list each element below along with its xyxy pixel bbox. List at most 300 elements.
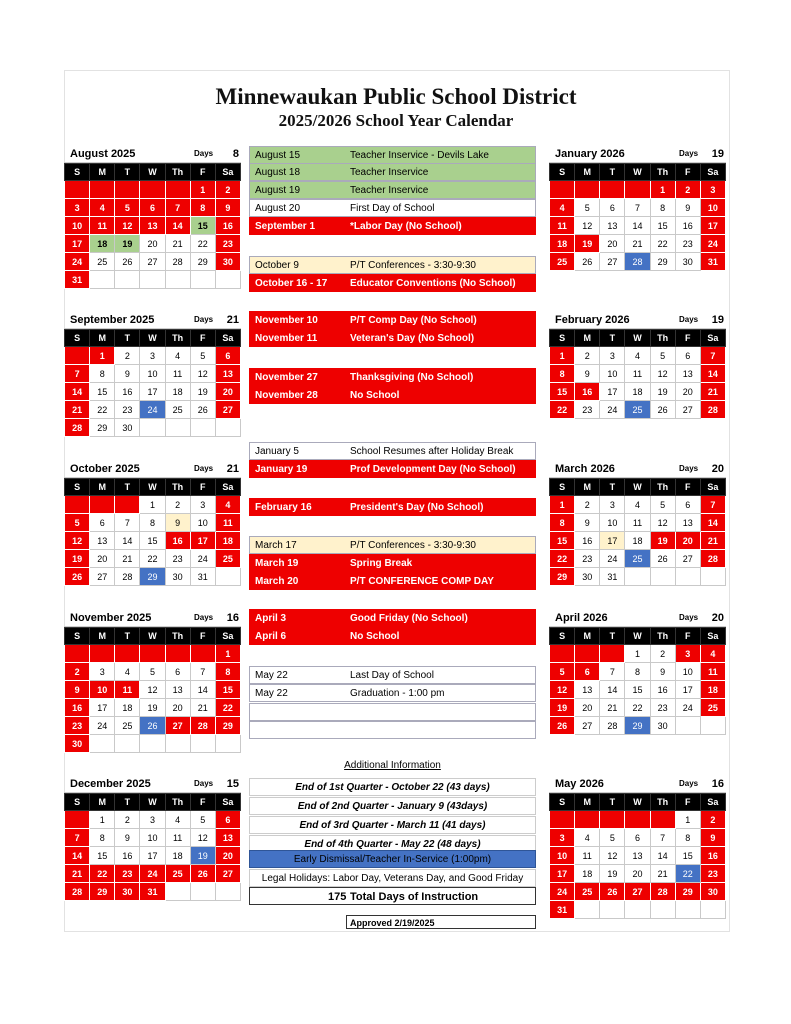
day-cell: 21 [600,699,625,717]
days-count: 15 [226,778,239,790]
day-cell: 17 [600,383,625,401]
day-cell: 11 [575,847,600,865]
day-cell: 8 [650,199,675,217]
day-cell: 3 [140,811,165,829]
weekday-header: M [90,479,115,496]
days-label: Days [194,149,214,158]
empty-cell [215,735,240,753]
weekday-header: M [575,479,600,496]
day-cell: 3 [600,347,625,365]
calendar-september-2025 [64,313,241,437]
day-cell: 26 [575,253,600,271]
weekday-header: S [550,164,575,181]
day-cell: 8 [625,663,650,681]
day-cell: 8 [550,365,575,383]
day-cell: 8 [550,514,575,532]
day-cell: 24 [675,699,700,717]
day-cell: 15 [550,532,575,550]
day-cell: 14 [65,847,90,865]
event-row: August 15 Teacher Inservice - Devils Lake [249,146,536,164]
day-cell: 5 [600,829,625,847]
day-cell: 8 [190,199,215,217]
day-cell: 19 [650,532,675,550]
weekday-header: Sa [700,794,725,811]
empty-cell [215,419,240,437]
event-row: March 19 Spring Break [249,554,536,572]
month-name: May 2026 [555,778,604,790]
day-cell: 9 [675,199,700,217]
day-cell: 29 [90,883,115,901]
day-cell: 24 [600,401,625,419]
empty-cell [675,901,700,919]
weekday-header: Sa [215,479,240,496]
event-row: October 9 P/T Conferences - 3:30-9:30 [249,256,536,274]
weekday-header: Th [650,330,675,347]
day-cell: 17 [700,217,725,235]
day-cell: 6 [215,347,240,365]
day-cell: 5 [115,199,140,217]
day-cell: 19 [600,865,625,883]
empty-cell [215,568,240,586]
weekday-header: S [65,164,90,181]
day-cell: 6 [600,199,625,217]
day-cell: 20 [140,235,165,253]
day-cell: 31 [65,271,90,289]
day-cell: 4 [115,663,140,681]
weekday-header: W [625,794,650,811]
day-cell: 27 [600,253,625,271]
day-cell: 19 [575,235,600,253]
day-cell: 29 [650,253,675,271]
empty-cell [600,645,625,663]
day-cell: 21 [700,383,725,401]
day-cell: 7 [65,829,90,847]
weekday-header: S [550,330,575,347]
day-cell: 13 [165,681,190,699]
weekday-header: F [675,628,700,645]
day-cell: 6 [625,829,650,847]
weekday-header: M [90,628,115,645]
day-cell: 12 [550,681,575,699]
day-cell: 20 [600,235,625,253]
month-grid [64,478,241,586]
day-cell: 12 [115,217,140,235]
day-cell: 4 [625,496,650,514]
empty-cell [165,271,190,289]
month-header [64,777,241,793]
days-label: Days [194,315,214,324]
month-name: April 2026 [555,612,608,624]
weekday-header: M [575,628,600,645]
day-cell: 17 [190,532,215,550]
weekday-header: T [600,628,625,645]
empty-cell [65,645,90,663]
weekday-header: W [625,479,650,496]
day-cell: 22 [675,865,700,883]
day-cell: 13 [215,829,240,847]
event-row: August 20 First Day of School [249,199,536,217]
weekday-header: W [140,164,165,181]
day-cell: 14 [625,217,650,235]
day-cell: 30 [650,717,675,735]
month-name: October 2025 [70,463,140,475]
day-cell: 26 [115,253,140,271]
page-title: Minnewaukan Public School District [215,84,577,109]
day-cell: 25 [575,883,600,901]
month-name: September 2025 [70,314,155,326]
empty-cell [190,419,215,437]
days-count: 19 [711,314,724,326]
empty-cell [115,496,140,514]
day-cell: 15 [675,847,700,865]
day-cell: 25 [550,253,575,271]
day-cell: 16 [115,383,140,401]
day-cell: 1 [90,347,115,365]
day-cell: 29 [190,253,215,271]
day-cell: 8 [90,829,115,847]
day-cell: 25 [625,401,650,419]
day-cell: 16 [700,847,725,865]
empty-cell [165,181,190,199]
day-cell: 21 [65,401,90,419]
day-cell: 17 [600,532,625,550]
weekday-header: F [675,164,700,181]
day-cell: 21 [625,235,650,253]
day-cell: 4 [165,811,190,829]
day-cell: 5 [650,347,675,365]
day-cell: 10 [600,365,625,383]
day-cell: 18 [115,699,140,717]
day-cell: 20 [675,383,700,401]
month-grid [64,627,241,753]
empty-cell [165,883,190,901]
day-cell: 8 [140,514,165,532]
day-cell: 14 [650,847,675,865]
day-cell: 2 [65,663,90,681]
event-row: April 6 No School [249,627,536,645]
day-cell: 23 [675,235,700,253]
day-cell: 3 [190,496,215,514]
day-cell: 27 [575,717,600,735]
weekday-header: F [675,479,700,496]
empty-cell [575,901,600,919]
day-cell: 20 [165,699,190,717]
day-cell: 26 [190,401,215,419]
day-cell: 27 [675,401,700,419]
weekday-header: T [600,330,625,347]
days-count: 19 [711,148,724,160]
day-cell: 7 [165,199,190,217]
day-cell: 8 [90,365,115,383]
day-cell: 31 [700,253,725,271]
day-cell: 28 [115,568,140,586]
day-cell: 23 [575,401,600,419]
day-cell: 4 [90,199,115,217]
weekday-header: Th [650,164,675,181]
weekday-header: Th [650,628,675,645]
day-cell: 19 [115,235,140,253]
day-cell: 21 [700,532,725,550]
weekday-header: T [115,794,140,811]
day-cell: 15 [140,532,165,550]
weekday-header: W [140,628,165,645]
empty-cell [140,735,165,753]
month-header [64,611,241,627]
day-cell: 21 [165,235,190,253]
day-cell: 9 [115,365,140,383]
day-cell: 28 [700,550,725,568]
day-cell: 3 [90,663,115,681]
event-row: May 22 Graduation - 1:00 pm [249,684,536,702]
day-cell: 11 [165,829,190,847]
calendar-august-2025 [64,147,241,289]
empty-cell [600,181,625,199]
day-cell: 3 [140,347,165,365]
day-cell: 18 [700,681,725,699]
day-cell: 12 [575,217,600,235]
days-label: Days [194,464,214,473]
month-grid [549,627,726,735]
month-grid [64,163,241,289]
calendar-april-2026 [549,611,726,735]
day-cell: 28 [625,253,650,271]
day-cell: 4 [215,496,240,514]
day-cell: 10 [90,681,115,699]
empty-cell [190,735,215,753]
month-name: August 2025 [70,148,136,160]
month-name: February 2026 [555,314,630,326]
day-cell: 24 [65,253,90,271]
weekday-header: M [90,794,115,811]
day-cell: 22 [650,235,675,253]
weekday-header: Th [165,164,190,181]
day-cell: 19 [190,847,215,865]
day-cell: 13 [575,681,600,699]
day-cell: 26 [600,883,625,901]
day-cell: 31 [600,568,625,586]
day-cell: 2 [700,811,725,829]
day-cell: 25 [700,699,725,717]
day-cell: 10 [675,663,700,681]
day-cell: 13 [215,365,240,383]
day-cell: 25 [625,550,650,568]
days-count: 8 [232,148,239,160]
weekday-header: T [600,164,625,181]
day-cell: 30 [215,253,240,271]
day-cell: 20 [90,550,115,568]
empty-cell [650,901,675,919]
day-cell: 25 [165,401,190,419]
empty-cell [165,419,190,437]
days-count: 16 [226,612,239,624]
day-cell: 22 [190,235,215,253]
day-cell: 7 [65,365,90,383]
days-label: Days [679,149,699,158]
day-cell: 17 [550,865,575,883]
empty-cell [700,568,725,586]
weekday-header: T [115,330,140,347]
event-blank-row [249,721,536,739]
day-cell: 19 [140,699,165,717]
day-cell: 11 [625,365,650,383]
month-grid [549,793,726,919]
day-cell: 14 [165,217,190,235]
day-cell: 10 [190,514,215,532]
day-cell: 29 [90,419,115,437]
empty-cell [90,645,115,663]
weekday-header: Sa [215,628,240,645]
calendar-october-2025 [64,462,241,586]
day-cell: 23 [650,699,675,717]
day-cell: 17 [90,699,115,717]
empty-cell [625,901,650,919]
day-cell: 18 [90,235,115,253]
empty-cell [215,883,240,901]
day-cell: 21 [190,699,215,717]
day-cell: 17 [675,681,700,699]
total-days-label: Total Days of Instruction [350,891,479,903]
event-row: September 1 *Labor Day (No School) [249,217,536,235]
day-cell: 4 [575,829,600,847]
day-cell: 22 [550,550,575,568]
day-cell: 15 [90,383,115,401]
day-cell: 15 [90,847,115,865]
day-cell: 1 [90,811,115,829]
day-cell: 28 [65,883,90,901]
day-cell: 10 [140,829,165,847]
day-cell: 16 [215,217,240,235]
weekday-header: W [625,628,650,645]
day-cell: 6 [675,496,700,514]
event-blank-row [249,703,536,721]
day-cell: 29 [215,717,240,735]
day-cell: 15 [190,217,215,235]
day-cell: 15 [650,217,675,235]
empty-cell [165,645,190,663]
weekday-header: M [575,794,600,811]
weekday-header: W [140,330,165,347]
empty-cell [90,181,115,199]
empty-cell [140,645,165,663]
day-cell: 27 [215,865,240,883]
day-cell: 3 [600,496,625,514]
weekday-header: F [190,628,215,645]
day-cell: 11 [700,663,725,681]
day-cell: 9 [575,365,600,383]
day-cell: 27 [215,401,240,419]
empty-cell [600,901,625,919]
empty-cell [600,811,625,829]
day-cell: 6 [90,514,115,532]
day-cell: 24 [600,550,625,568]
weekday-header: S [65,794,90,811]
day-cell: 1 [550,347,575,365]
day-cell: 18 [550,235,575,253]
day-cell: 4 [550,199,575,217]
day-cell: 4 [165,347,190,365]
day-cell: 15 [550,383,575,401]
day-cell: 7 [700,347,725,365]
day-cell: 29 [625,717,650,735]
day-cell: 23 [215,235,240,253]
empty-cell [625,181,650,199]
empty-cell [115,735,140,753]
empty-cell [625,568,650,586]
day-cell: 30 [675,253,700,271]
weekday-header: W [625,164,650,181]
day-cell: 10 [65,217,90,235]
weekday-header: T [115,479,140,496]
empty-cell [550,645,575,663]
weekday-header: Sa [215,330,240,347]
day-cell: 26 [140,717,165,735]
legal-holidays: Legal Holidays: Labor Day, Veterans Day, and Good Friday [249,869,536,887]
weekday-header: F [190,794,215,811]
month-name: March 2026 [555,463,615,475]
day-cell: 24 [700,235,725,253]
empty-cell [90,271,115,289]
day-cell: 9 [215,199,240,217]
day-cell: 30 [115,883,140,901]
days-label: Days [679,464,699,473]
day-cell: 5 [190,811,215,829]
day-cell: 1 [650,181,675,199]
day-cell: 16 [165,532,190,550]
weekday-header: F [190,164,215,181]
day-cell: 27 [675,550,700,568]
day-cell: 23 [115,865,140,883]
day-cell: 4 [700,645,725,663]
month-header [549,777,726,793]
weekday-header: M [90,330,115,347]
day-cell: 7 [650,829,675,847]
day-cell: 18 [215,532,240,550]
day-cell: 26 [650,550,675,568]
calendar-january-2026 [549,147,726,271]
day-cell: 2 [650,645,675,663]
day-cell: 3 [675,645,700,663]
month-header [549,611,726,627]
day-cell: 20 [215,847,240,865]
day-cell: 1 [550,496,575,514]
calendar-december-2025 [64,777,241,901]
day-cell: 13 [675,514,700,532]
days-label: Days [194,779,214,788]
event-row: November 11 Veteran's Day (No School) [249,329,536,347]
day-cell: 17 [140,847,165,865]
additional-info-header: Additional Information [344,760,441,771]
day-cell: 21 [650,865,675,883]
month-name: January 2026 [555,148,625,160]
event-row: November 10 P/T Comp Day (No School) [249,311,536,329]
day-cell: 16 [575,532,600,550]
day-cell: 4 [625,347,650,365]
day-cell: 16 [675,217,700,235]
day-cell: 7 [600,663,625,681]
month-grid [549,329,726,419]
day-cell: 5 [575,199,600,217]
empty-cell [700,901,725,919]
day-cell: 1 [625,645,650,663]
empty-cell [650,811,675,829]
weekday-header: Sa [700,330,725,347]
day-cell: 11 [550,217,575,235]
day-cell: 31 [550,901,575,919]
day-cell: 18 [575,865,600,883]
month-header [549,462,726,478]
day-cell: 12 [190,829,215,847]
empty-cell [165,735,190,753]
